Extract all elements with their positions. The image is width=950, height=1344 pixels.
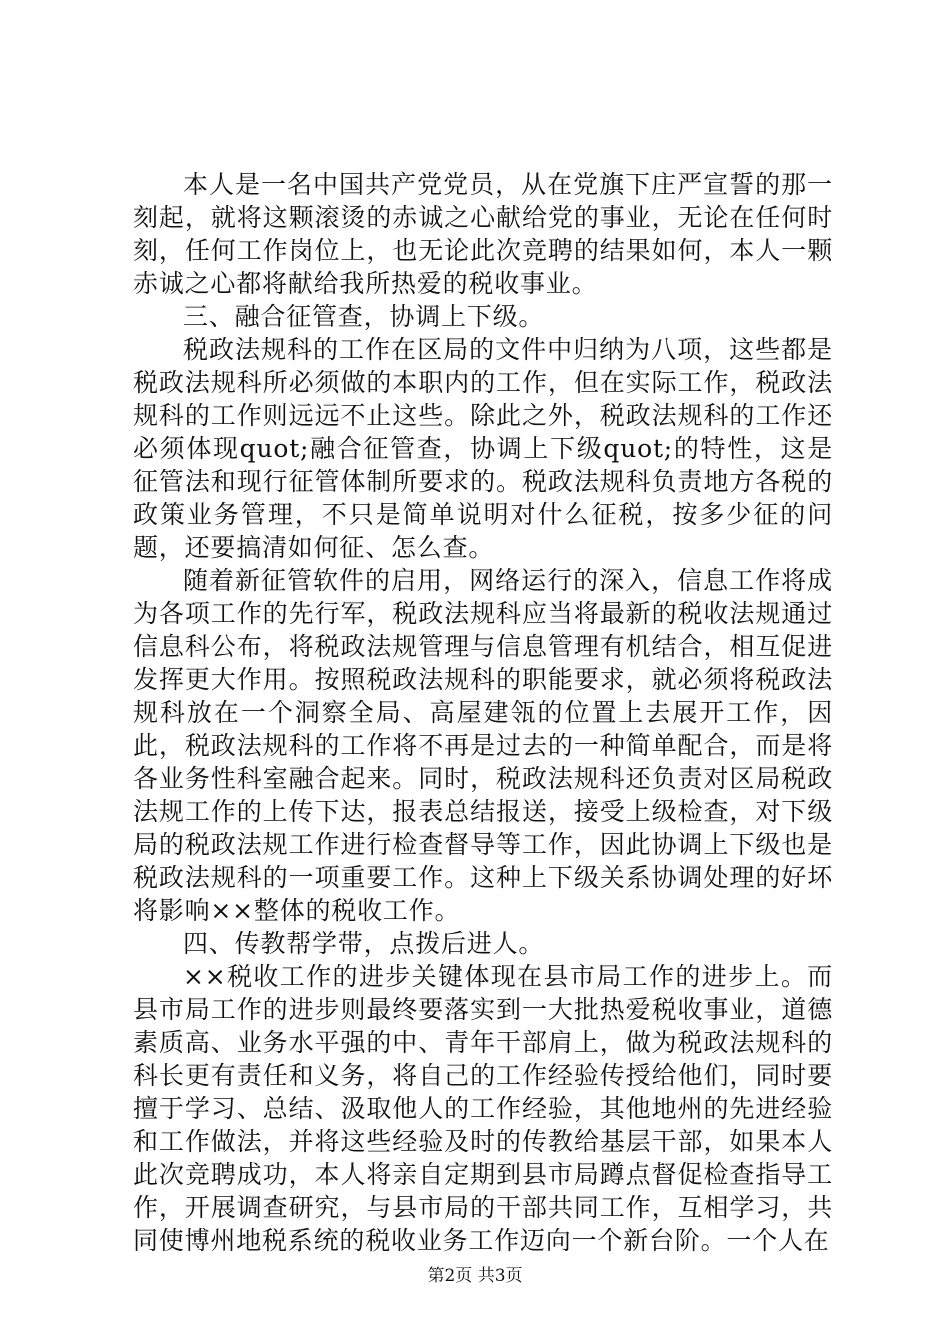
- section-heading-four: 四、传教帮学带，点拨后进人。: [183, 929, 545, 958]
- paragraph-mentoring: ××税收工作的进步关键体现在县市局工作的进步上。而县市局工作的进步则最终要落实到一大批热爱税收事业，道德素质高、业务水平强的中、青年干部肩上，做为税政法规科的科长更有责任和义务，将自己的工作经验传授给他们，同时要擅于学习、总结、汲取他人的工作经验，其他地州的先进经验和工作做法，并将这些经验及时的传教给基层干部，如果本人此次竞聘成功，本人将亲自定期到县市局蹲点督促检查指导工作，开展调查研究，与县市局的干部共同工作，互相学习，共同使博州地税系统的税收业务工作迈向一个新台阶。一个人在: [133, 962, 833, 1255]
- paragraph-information-work: 随着新征管软件的启用，网络运行的深入，信息工作将成为各项工作的先行军，税政法规科应当将最新的税收法规通过信息科公布，将税政法规管理与信息管理有机结合，相互促进发挥更大作用。按照税政法规科的职能要求，就必须将税政法规科放在一个洞察全局、高屋建瓴的位置上去展开工作，因此，税政法规科的工作将不再是过去的一种简单配合，而是将各业务性科室融合起来。同时，税政法规科还负责对区局税政法规工作的上传下达，报表总结报送，接受上级检查，对下级局的税政法规工作进行检查督导等工作，因此协调上下级也是税政法规科的一项重要工作。这种上下级关系协调处理的好坏将影响××整体的税收工作。: [133, 566, 833, 925]
- paragraph-party-member: 本人是一名中国共产党党员，从在党旗下庄严宣誓的那一刻起，就将这颗滚烫的赤诚之心献给党的事业，无论在任何时刻，任何工作岗位上，也无论此次竞聘的结果如何，本人一颗赤诚之心都将献给我所热爱的税收事业。: [133, 170, 833, 298]
- paragraph-tax-law-duties: 税政法规科的工作在区局的文件中归纳为八项，这些都是税政法规科所必须做的本职内的工作，但在实际工作，税政法规科的工作则远远不止这些。除此之外，税政法规科的工作还必须体现quot;融合征管查，协调上下级quot;的特性，这是征管法和现行征管体制所要求的。税政法规科负责地方各税的政策业务管理，不只是简单说明对什么征税，按多少征的问题，还要搞清如何征、怎么查。: [133, 335, 833, 562]
- document-body: [133, 168, 833, 1257]
- page-footer: 第2页 共3页: [427, 1266, 523, 1286]
- section-heading-three: 三、融合征管查，协调上下级。: [183, 302, 545, 331]
